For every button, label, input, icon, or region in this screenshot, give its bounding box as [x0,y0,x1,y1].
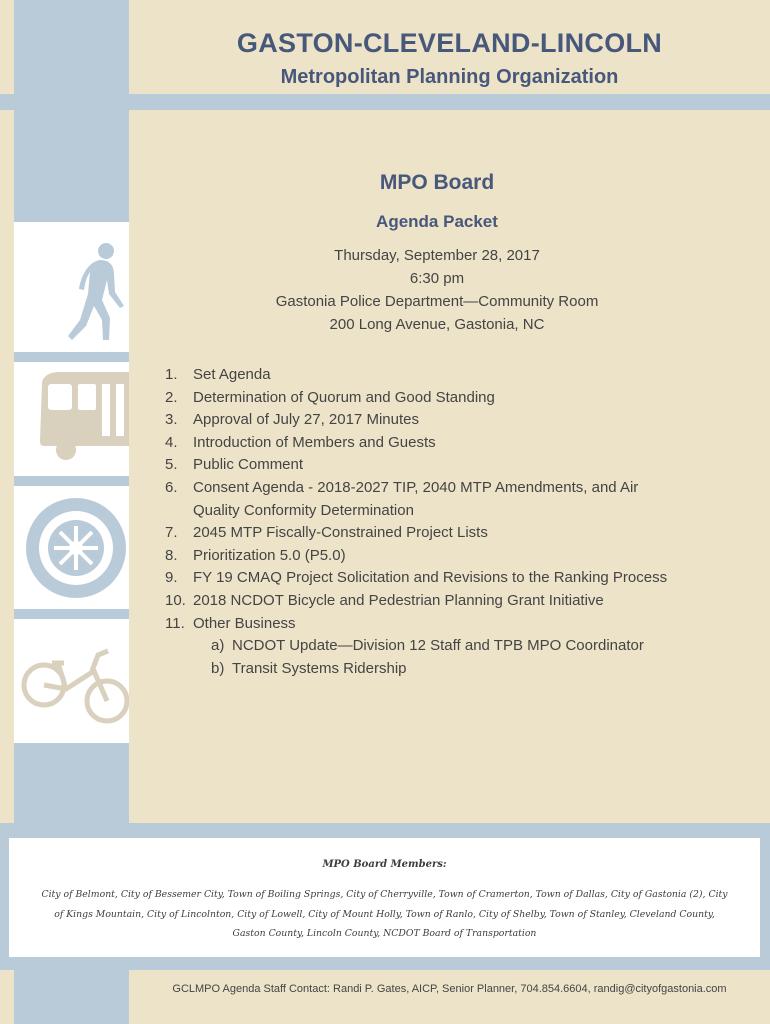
wheel-icon [14,486,129,609]
agenda-item: 11. Other Business a) NCDOT Update—Division 12 Staff and TPB MPO Coordinator b) Transit Systems Ridership [165,613,725,681]
page-title: MPO Board [379,171,495,194]
agenda-item: 2. Determination of Quorum and Good Standing [165,388,495,406]
agenda-item: 3. Approval of July 27, 2017 Minutes [165,411,419,429]
header-bar [0,94,770,110]
meeting-date: Thursday, September 28, 2017 [334,247,540,264]
pedestrian-icon [14,222,129,352]
agenda-item: 10. 2018 NCDOT Bicycle and Pedestrian Planning Grant Initiative [165,591,604,609]
agenda-list [165,364,725,680]
members-list: City of Belmont, City of Bessemer City, Town of Boiling Springs, City of Cherryville, Town of Cramerton, Town of Dallas, City of Gastonia (2), City of Kings Mountain, City of Lincolnton, City of Lowell, City of Mount Holly, Town of Ranlo, City of Shelby, Town of Stanley, Cleveland County, Gaston County, Lincoln County, NCDOT Board of Transportation [41,889,728,939]
agenda-item: 6. Consent Agenda - 2018-2027 TIP, 2040 MTP Amendments, and Air Quality Conformity Determination [165,478,639,519]
bicycle-panel [14,619,129,743]
staff-contact: GCLMPO Agenda Staff Contact: Randi P. Gates, AICP, Senior Planner, 704.854.6604, randig@cityofgastonia.com [172,983,727,995]
wheel-panel [14,486,129,609]
agenda-sub-list [193,635,725,680]
bus-icon [14,362,129,476]
page-subtitle: Agenda Packet [376,212,498,231]
agenda-item: 5. Public Comment [165,456,304,474]
meeting-time: 6:30 pm [409,270,465,287]
agenda-item: 8. Prioritization 5.0 (P5.0) [165,546,346,564]
org-name: GASTON-CLEVELAND-LINCOLN [236,28,663,58]
members-box [9,838,760,957]
agenda-sub-item: a) NCDOT Update—Division 12 Staff and TPB MPO Coordinator [211,637,644,655]
meeting-location: Gastonia Police Department—Community Room [275,293,599,310]
pedestrian-panel [14,222,129,352]
agenda-item: 1. Set Agenda [165,366,271,383]
meeting-address: 200 Long Avenue, Gastonia, NC [329,316,545,333]
agenda-sub-item: b) Transit Systems Ridership [211,659,407,677]
members-heading: MPO Board Members: [322,859,447,870]
bicycle-icon [14,619,129,743]
agenda-item: 9. FY 19 CMAQ Project Solicitation and Revisions to the Ranking Process [165,569,668,587]
bus-panel [14,362,129,476]
agenda-item: 4. Introduction of Members and Guests [165,433,436,451]
agenda-item: 7. 2045 MTP Fiscally-Constrained Project Lists [165,524,488,542]
org-subtitle: Metropolitan Planning Organization [280,66,619,88]
